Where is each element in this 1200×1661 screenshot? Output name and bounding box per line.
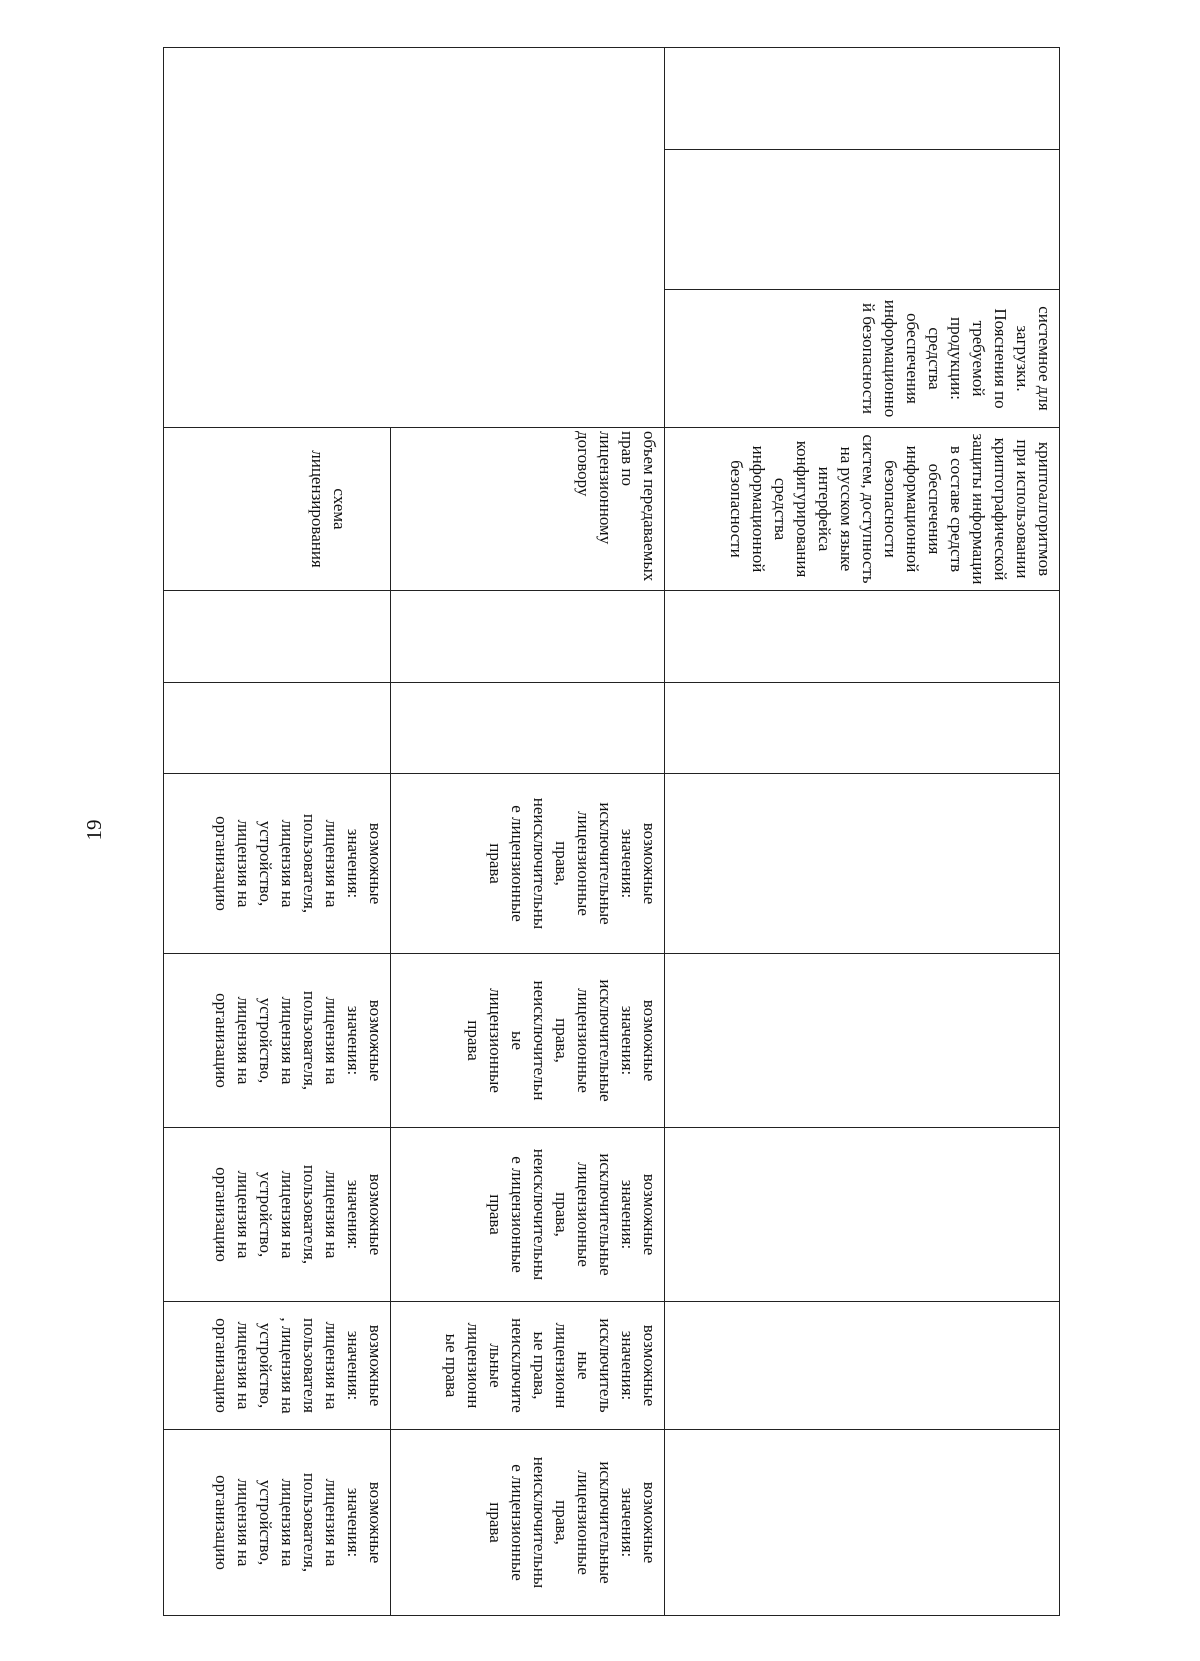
table-cell [391,683,665,774]
table-cell [164,591,391,683]
table-cell [665,591,1060,683]
table-cell [665,1302,1060,1430]
table-cell [665,1430,1060,1616]
rotated-table-wrapper [164,47,1060,1615]
table-cell [665,1128,1060,1302]
table-cell [391,591,665,683]
requirements-table [163,47,1060,1616]
table-cell: возможные значения: исключительные лицензионные права, неисключительны е лицензионные права [391,1128,665,1302]
table-cell [164,48,665,428]
page-number: 19 [82,819,106,841]
table-cell: возможные значения: лицензия на пользователя , лицензия на устройство, лицензия на организацию [164,1302,391,1430]
table-cell: возможные значения: исключительные лицензионные права, неисключительны е лицензионные права [391,774,665,954]
table-cell: возможные значения: лицензия на пользователя, лицензия на устройство, лицензия на организацию [164,1430,391,1616]
table-cell [665,774,1060,954]
table-cell: возможные значения: исключительные лицензионные права, неисключительн ые лицензионные права [391,954,665,1128]
table-cell [665,48,1060,150]
table-cell: возможные значения: лицензия на пользователя, лицензия на устройство, лицензия на организацию [164,954,391,1128]
table-cell: возможные значения: лицензия на пользователя, лицензия на устройство, лицензия на организацию [164,1128,391,1302]
table-cell: возможные значения: исключительные лицензионные права, неисключительны е лицензионные права [391,1430,665,1616]
table-cell: схема лицензирования [164,428,391,591]
table-row [391,48,665,1616]
table-cell [665,954,1060,1128]
table-row [665,48,1060,1616]
table-cell: объем передаваемых прав по лицензионному договору [391,428,665,591]
table-cell: системное для загрузки. Пояснения по требуемой продукции: средства обеспечения информационно й безопасности [665,290,1060,428]
table-cell: криптоалгоритмов при использовании криптографической защиты информации в составе средств обеспечения информационной безопасности систем, доступность на русском языке интерфейса конфигурирования средства информационной безопасности [665,428,1060,591]
table-cell [665,683,1060,774]
table-cell: возможные значения: лицензия на пользователя, лицензия на устройство, лицензия на организацию [164,774,391,954]
table-cell [665,150,1060,290]
table-cell [164,683,391,774]
table-cell: возможные значения: исключитель ные лицензионн ые права, неисключите льные лицензионн ые права [391,1302,665,1430]
